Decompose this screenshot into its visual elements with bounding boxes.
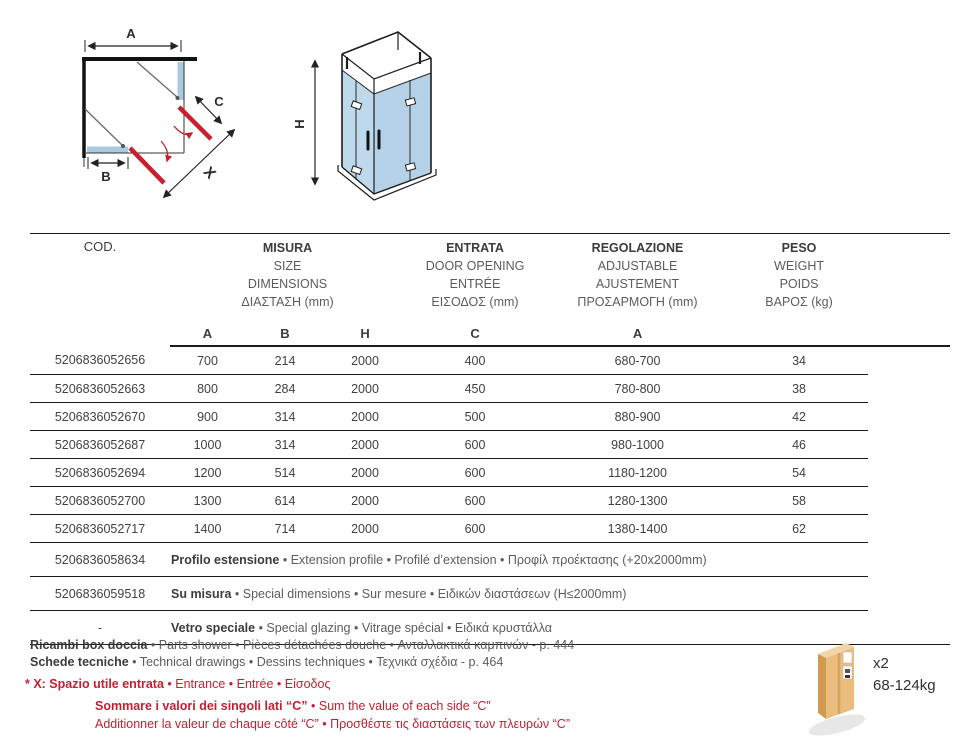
table-row <box>30 459 950 487</box>
dimension-label-b: B <box>101 169 111 184</box>
package-info <box>873 653 936 697</box>
table-row <box>30 487 950 515</box>
spacer-column <box>868 234 950 347</box>
a-cell: 1400 <box>170 515 245 543</box>
adjust-cell: 680-700 <box>545 346 730 375</box>
cod-cell: 5206836052663 <box>30 375 170 403</box>
column-group-regolazione: REGOLAZIONE ADJUSTABLE AJUSTEMENT ΠΡΟΣΑΡΜΟΓΗ (mm) <box>577 241 698 309</box>
column-group-misura: MISURA SIZE DIMENSIONS ΔΙΑΣΤΑΣΗ (mm) <box>241 241 334 309</box>
sub-header-peso-empty <box>730 322 868 346</box>
a-cell: 900 <box>170 403 245 431</box>
dimension-label-x: X <box>199 163 219 183</box>
dimension-label-a: A <box>126 26 136 41</box>
adjust-cell: 980-1000 <box>545 431 730 459</box>
cod-cell: 5206836059518 <box>30 577 170 611</box>
sub-header-a: A <box>170 322 245 346</box>
door-swing-arrow <box>174 126 192 134</box>
b-cell: 714 <box>245 515 325 543</box>
sub-header-b: B <box>245 322 325 346</box>
c-cell: 400 <box>405 346 545 375</box>
b-cell: 214 <box>245 346 325 375</box>
table-row-special-dimensions <box>30 577 950 611</box>
footnote-sum-sides: Sommare i valori dei singoli lati “C” • Sum the value of each side “C” <box>95 699 491 713</box>
sub-header-a2: A <box>545 322 730 346</box>
cod-cell: 5206836052687 <box>30 431 170 459</box>
c-cell: 600 <box>405 515 545 543</box>
a-cell: 1000 <box>170 431 245 459</box>
spec-table <box>30 233 950 645</box>
cod-cell: 5206836052670 <box>30 403 170 431</box>
b-cell: 614 <box>245 487 325 515</box>
weight-cell: 58 <box>730 487 868 515</box>
door-swing-arrow <box>161 141 168 161</box>
table-row <box>30 375 950 403</box>
c-cell: 500 <box>405 403 545 431</box>
package-qty: x2 <box>873 655 889 672</box>
cod-cell: 5206836058634 <box>30 543 170 577</box>
weight-cell: 62 <box>730 515 868 543</box>
cod-cell: - <box>30 611 170 645</box>
weight-cell: 54 <box>730 459 868 487</box>
adjust-cell: 1180-1200 <box>545 459 730 487</box>
isometric-drawing <box>290 10 470 210</box>
special-description: Profilo estensione • Extension profile • Profilé d’extension • Προφίλ προέκτασης (+20x2000mm) <box>170 543 868 577</box>
footer-parts: Ricambi box doccia • Parts shower • Pièces détachées douche • Ανταλλακτικά καμπινών - p. 444 <box>30 638 575 652</box>
column-header-cod: COD. <box>83 239 117 254</box>
b-cell: 314 <box>245 403 325 431</box>
header-row-languages <box>30 234 950 323</box>
a-cell: 1200 <box>170 459 245 487</box>
h-cell: 2000 <box>325 459 405 487</box>
dimension-label-h: H <box>292 119 307 129</box>
adjust-cell: 780-800 <box>545 375 730 403</box>
weight-cell: 34 <box>730 346 868 375</box>
shipping-label <box>843 652 852 663</box>
footnote-entrance: * X: Spazio utile entrata • Entrance • Entrée • Είσοδος <box>25 677 331 691</box>
weight-cell: 38 <box>730 375 868 403</box>
h-cell: 2000 <box>325 375 405 403</box>
sub-header-h: H <box>325 322 405 346</box>
c-cell: 600 <box>405 459 545 487</box>
adjust-cell: 880-900 <box>545 403 730 431</box>
special-description: Vetro speciale • Special glazing • Vitrage spécial • Ειδικά κρυστάλλα <box>170 611 868 645</box>
a-cell: 700 <box>170 346 245 375</box>
footnote-sum-sides-fr: Additionner la valeur de chaque côté “C” • Προσθέστε τις διαστάσεις των πλευρών “C” <box>95 717 570 731</box>
sub-header-c: C <box>405 322 545 346</box>
cod-cell: 5206836052656 <box>30 346 170 375</box>
adjust-cell: 1380-1400 <box>545 515 730 543</box>
table-row <box>30 431 950 459</box>
b-cell: 314 <box>245 431 325 459</box>
weight-cell: 46 <box>730 431 868 459</box>
footer-drawings: Schede tecniche • Technical drawings • Dessins techniques • Τεχνικά σχέδια - p. 464 <box>30 655 504 669</box>
c-cell: 450 <box>405 375 545 403</box>
cod-cell: 5206836052717 <box>30 515 170 543</box>
table-row-extension-profile <box>30 543 950 577</box>
weight-cell: 42 <box>730 403 868 431</box>
c-cell: 600 <box>405 487 545 515</box>
dimension-label-c: C <box>214 94 224 109</box>
h-cell: 2000 <box>325 403 405 431</box>
h-cell: 2000 <box>325 346 405 375</box>
table-row <box>30 346 950 375</box>
cod-cell: 5206836052700 <box>30 487 170 515</box>
h-cell: 2000 <box>325 487 405 515</box>
column-group-peso: PESO WEIGHT POIDS ΒΑΡΟΣ (kg) <box>765 241 833 309</box>
package-weight: 68-124kg <box>873 677 936 694</box>
plan-view-drawing <box>60 10 250 210</box>
adjust-cell: 1280-1300 <box>545 487 730 515</box>
h-cell: 2000 <box>325 431 405 459</box>
c-cell: 600 <box>405 431 545 459</box>
special-description: Su misura • Special dimensions • Sur mesure • Ειδικών διαστάσεων (H≤2000mm) <box>170 577 868 611</box>
table-row <box>30 403 950 431</box>
cod-cell: 5206836052694 <box>30 459 170 487</box>
h-cell: 2000 <box>325 515 405 543</box>
b-cell: 514 <box>245 459 325 487</box>
column-group-entrata: ENTRATA DOOR OPENING ENTRÉE ΕΙΣΟΔΟΣ (mm) <box>425 241 525 309</box>
a-cell: 1300 <box>170 487 245 515</box>
a-cell: 800 <box>170 375 245 403</box>
b-cell: 284 <box>245 375 325 403</box>
table-row <box>30 515 950 543</box>
